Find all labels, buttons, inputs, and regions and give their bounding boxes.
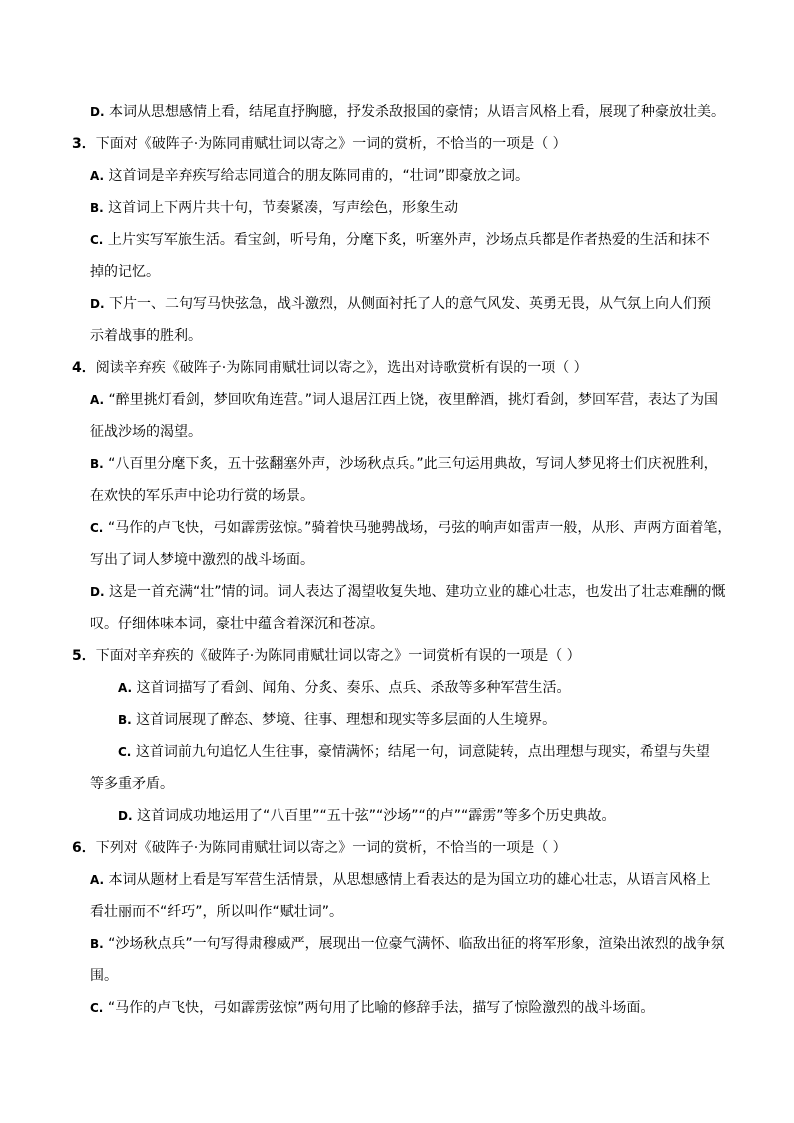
option-label: C. (118, 745, 132, 759)
q3-option-a (90, 166, 529, 186)
q4-option-b-cont: 在欢快的军乐声中论功行赏的场景。 (90, 488, 314, 504)
question-number: 4． (72, 360, 96, 376)
q4-option-c-cont: 写出了词人梦境中激烈的战斗场面。 (90, 552, 314, 568)
option-label: A. (90, 873, 105, 887)
q2-option-d (90, 102, 725, 122)
q3-option-c (90, 230, 710, 250)
option-text: “马作的卢飞快，弓如霹雳弦惊。”骑着快马驰骋战场，弓弦的响声如雷声一般，从形、声两方面着笔， (107, 520, 732, 536)
option-label: D. (90, 297, 105, 311)
option-label: A. (90, 169, 105, 183)
option-text: 下片一、二句写马快弦急，战斗激烈，从侧面衬托了人的意气风发、英勇无畏，从气氛上向人们预 (108, 296, 711, 312)
option-label: D. (90, 585, 105, 599)
option-label: A. (118, 681, 133, 695)
q4-option-a-cont: 征战沙场的渴望。 (90, 424, 202, 440)
option-text: 这首词前九句追忆人生往事，豪情满怀；结尾一句，词意陡转，点出理想与现实，希望与失望 (135, 744, 710, 760)
question-number: 5． (72, 648, 96, 664)
q4-option-d-cont: 叹。仔细体味本词，豪壮中蕴含着深沉和苍凉。 (90, 616, 384, 632)
q4-option-d (90, 582, 726, 602)
q4-option-c (90, 518, 731, 538)
q6-option-b (90, 934, 725, 954)
option-text: 本词从题材上看是写军营生活情景，从思想感情上看表达的是为国立功的雄心壮志，从语言风格上 (108, 872, 711, 888)
option-text: 本词从思想感情上看，结尾直抒胸臆，抒发杀敌报国的豪情；从语言风格上看，展现了种豪放壮美。 (108, 104, 725, 120)
option-text: 这首词描写了看剑、闻角、分炙、奏乐、点兵、杀敌等多种军营生活。 (136, 680, 571, 696)
q6-option-c (90, 998, 654, 1018)
question-5-stem (72, 646, 581, 666)
q3-option-b (90, 198, 458, 218)
q5-option-c (118, 742, 710, 762)
q6-option-b-cont: 围。 (90, 968, 118, 984)
q4-option-b (90, 454, 718, 474)
option-label: B. (118, 713, 132, 727)
q6-option-a (90, 870, 711, 890)
q4-option-a (90, 390, 718, 410)
q6-option-a-cont: 看壮丽而不“纤巧”，所以叫作“赋壮词”。 (90, 904, 344, 920)
option-text: 上片实写军旅生活。看宝剑，听号角，分麾下炙，听塞外声，沙场点兵都是作者热爱的生活和抹不 (107, 232, 710, 248)
question-text: 下面对《破阵子·为陈同甫赋壮词以寄之》一词的赏析，不恰当的一项是（ ） (95, 136, 567, 152)
question-6-stem (72, 838, 567, 858)
q5-option-c-cont: 等多重矛盾。 (90, 776, 174, 792)
option-label: D. (90, 105, 105, 119)
option-text: “马作的卢飞快，弓如霹雳弦惊”两句用了比喻的修辞手法，描写了惊险激烈的战斗场面。 (107, 1000, 655, 1016)
question-3-stem (72, 134, 567, 154)
option-label: A. (90, 393, 105, 407)
option-label: B. (90, 457, 104, 471)
question-text: 下面对辛弃疾的《破阵子·为陈同甫赋壮词以寄之》一词赏析有误的一项是（ ） (95, 648, 581, 664)
q5-option-b (118, 710, 556, 730)
q5-option-a (118, 678, 571, 698)
question-number: 6． (72, 840, 96, 856)
q3-option-d-cont: 示着战事的胜利。 (90, 328, 202, 344)
option-text: 这首词上下两片共十句，节奏紧凑，写声绘色，形象生动 (108, 200, 459, 216)
option-label: D. (118, 809, 133, 823)
q3-option-c-cont: 掉的记忆。 (90, 264, 160, 280)
option-text: “沙场秋点兵”一句写得肃穆威严，展现出一位豪气满怀、临敌出征的将军形象，渲染出浓烈的战争氛 (108, 936, 725, 952)
option-text: 这首词展现了醉态、梦境、往事、理想和现实等多层面的人生境界。 (136, 712, 557, 728)
option-label: B. (90, 937, 104, 951)
q5-option-d (118, 806, 616, 826)
option-text: “醉里挑灯看剑，梦回吹角连营。”词人退居江西上饶，夜里醉酒，挑灯看剑，梦回军营，表达了为国 (108, 392, 719, 408)
question-text: 下列对《破阵子·为陈同甫赋壮词以寄之》一词的赏析，不恰当的一项是（ ） (95, 840, 567, 856)
option-label: C. (90, 233, 104, 247)
option-label: C. (90, 521, 104, 535)
option-text: 这首词成功地运用了“八百里”“五十弦”“沙场”“的卢”“霹雳”等多个历史典故。 (136, 808, 616, 824)
option-text: 这首词是辛弃疾写给志同道合的朋友陈同甫的，“壮词”即豪放之词。 (108, 168, 530, 184)
question-text: 阅读辛弃疾《破阵子·为陈同甫赋壮词以寄之》，选出对诗歌赏析有误的一项（ ） (95, 360, 588, 376)
q3-option-d (90, 294, 711, 314)
option-text: 这是一首充满“壮”情的词。词人表达了渴望收复失地、建功立业的雄心壮志，也发出了壮志难酬的慨 (108, 584, 726, 600)
option-label: C. (90, 1001, 104, 1015)
question-4-stem (72, 358, 588, 378)
option-text: “八百里分麾下炙，五十弦翻塞外声，沙场秋点兵。”此三句运用典故，写词人梦见将士们庆祝胜利， (108, 456, 718, 472)
question-number: 3． (72, 136, 96, 152)
option-label: B. (90, 201, 104, 215)
